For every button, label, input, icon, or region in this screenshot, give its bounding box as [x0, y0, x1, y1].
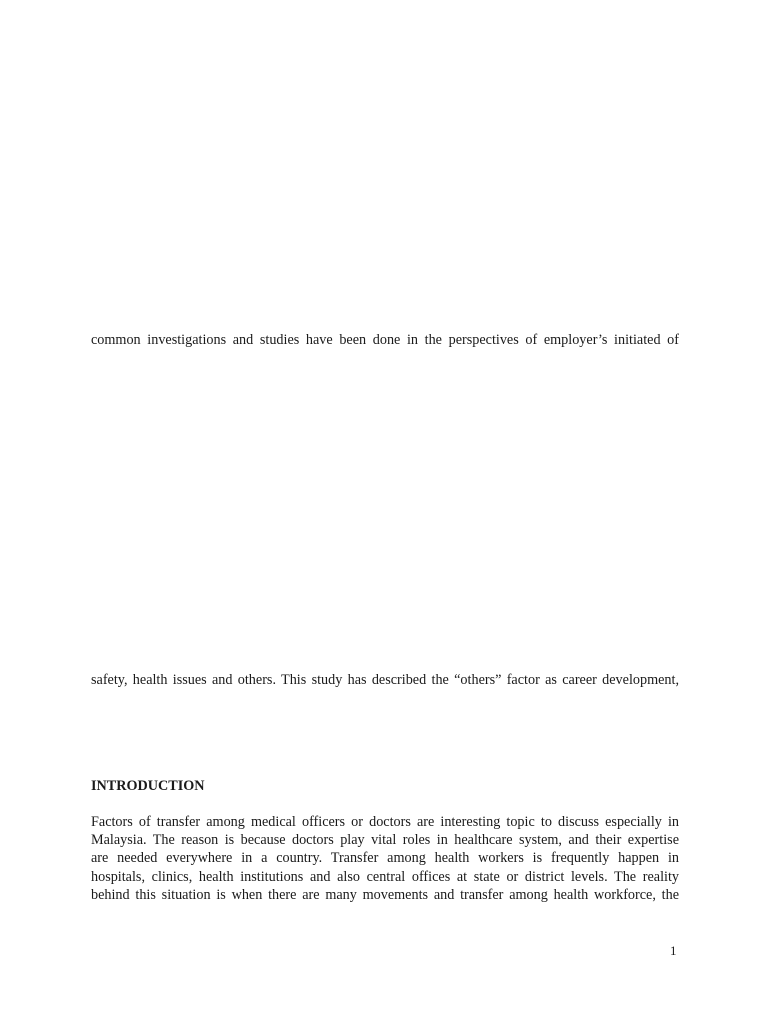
text-fragment-line: safety, health issues and others. This study has described the “others” factor as career development,: [91, 672, 679, 688]
paragraph-line: are needed everywhere in a country. Transfer among health workers is frequently happen in: [91, 850, 679, 867]
section-heading: INTRODUCTION: [91, 778, 205, 794]
paragraph-line: hospitals, clinics, health institutions and also central offices at state or district levels. The reality: [91, 868, 679, 885]
paragraph-line: Malaysia. The reason is because doctors play vital roles in healthcare system, and their expertise: [91, 832, 679, 849]
introduction-paragraph: [91, 813, 679, 904]
page-number: 1: [670, 943, 677, 958]
text-fragment-line: common investigations and studies have been done in the perspectives of employer’s initiated of: [91, 332, 679, 348]
paragraph-line: behind this situation is when there are many movements and transfer among health workforce, the: [91, 886, 679, 903]
paragraph-line: Factors of transfer among medical officers or doctors are interesting topic to discuss especially in: [91, 814, 679, 830]
